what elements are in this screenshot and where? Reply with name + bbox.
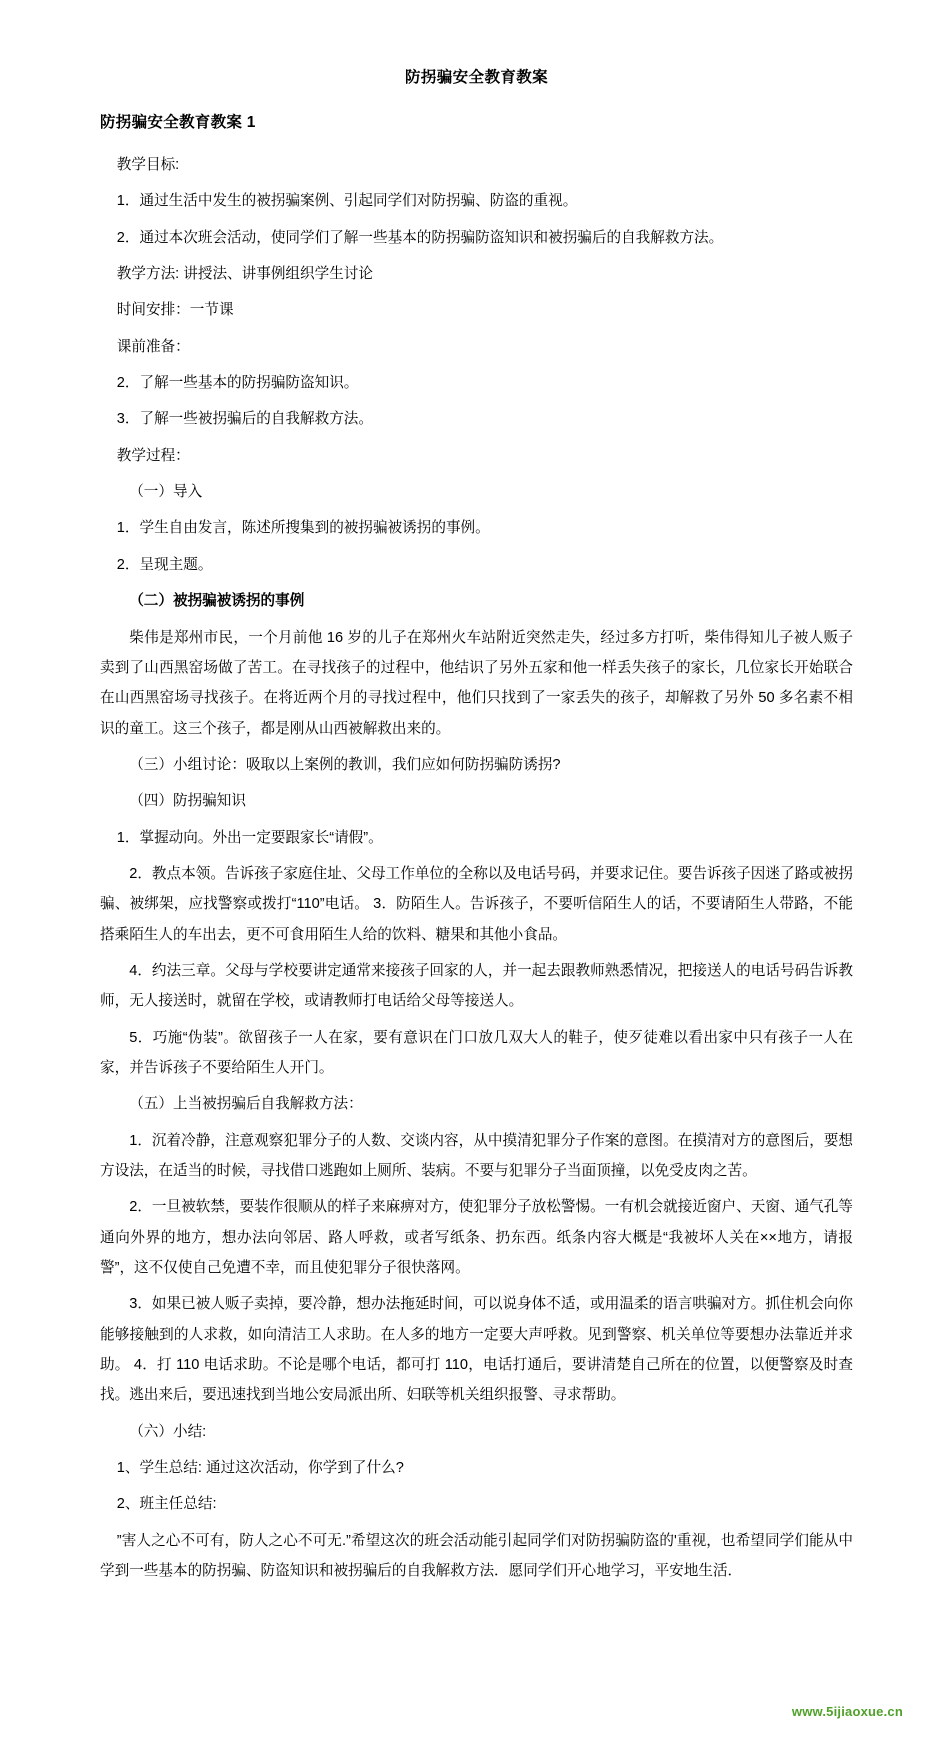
time-arrangement: 时间安排：一节课 xyxy=(116,302,234,319)
process-heading: 教学过程： xyxy=(116,447,190,464)
document-body xyxy=(100,150,853,1586)
section-2-heading: （二）被拐骗被诱拐的事例 xyxy=(129,593,305,610)
section-6-item-1: 1、学生总结: 通过这次活动，你学到了什么? xyxy=(116,1460,404,1477)
section-5-item-2: 2．一旦被软禁，要装作很顺从的样子来麻痹对方，使犯罪分子放松警惕。一有机会就接近窗户、天窗、通气孔等通向外界的地方，想办法向邻居、路人呼救，或者写纸条、扔东西。纸条内容大概是“我被坏人关在××地方，请报警”，这不仅使自己免遭不幸，而且使犯罪分子很快落网。 xyxy=(100,1199,853,1277)
section-4-item-5: 5．巧施“伪装”。欲留孩子一人在家，要有意识在门口放几双大人的鞋子，使歹徒难以看出家中只有孩子一人在家，并告诉孩子不要给陌生人开门。 xyxy=(100,1029,853,1076)
lesson-plan-heading: 防拐骗安全教育教案 1 xyxy=(100,114,256,132)
section-5-item-3: 3．如果已被人贩子卖掉，要冷静，想办法拖延时间，可以说身体不适，或用温柔的语言哄骗对方。抓住机会向你能够接触到的人求救，如向清洁工人求助。在人多的地方一定要大声呼救。见到警察、机关单位等要想办法靠近并求助。 4．打 110 电话求助。不论是哪个电话，都可打 110，电话打通后，要讲清楚自己所在的位置，以便警察及时查找。逃出来后，要迅速找到当地公安局派出所、妇联等机关组织报警、寻求帮助。 xyxy=(100,1296,853,1404)
section-1-item-1: 1．学生自由发言，陈述所搜集到的被拐骗被诱拐的事例。 xyxy=(116,520,490,537)
section-5-heading: （五）上当被拐骗后自我解救方法： xyxy=(129,1096,363,1113)
section-1-item-2: 2．呈现主题。 xyxy=(116,556,213,573)
section-4-heading: （四）防拐骗知识 xyxy=(129,793,246,810)
section-6-heading: （六）小结: xyxy=(129,1423,207,1440)
section-4-item-2: 2．教点本领。告诉孩子家庭住址、父母工作单位的全称以及电话号码，并要求记住。要告诉孩子因迷了路或被拐骗、被绑架，应找警察或拨打“110”电话。 3．防陌生人。告诉孩子，不要听信陌生人的话，不要请陌生人带路，不能搭乘陌生人的车出去，更不可食用陌生人给的饮料、糖果和其他小食品。 xyxy=(100,865,853,943)
section-6-closing-text: ”害人之心不可有，防人之心不可无.”希望这次的班会活动能引起同学们对防拐骗防盗的'重视，也希望同学们能从中学到一些基本的防拐骗、防盗知识和被拐骗后的自我解救方法．愿同学们开心地学习，平安地生活． xyxy=(100,1532,853,1580)
section-4-item-4: 4．约法三章。父母与学校要讲定通常来接孩子回家的人，并一起去跟教师熟悉情况，把接送人的电话号码告诉教师，无人接送时，就留在学校，或请教师打电话给父母等接送人。 xyxy=(100,962,853,1010)
section-4-item-1: 1．掌握动向。外出一定要跟家长“请假”。 xyxy=(116,829,383,846)
teaching-method: 教学方法: 讲授法、讲事例组织学生讨论 xyxy=(116,266,373,283)
section-2-case-story: 柴伟是郑州市民，一个月前他 16 岁的儿子在郑州火车站附近突然走失，经过多方打听，柴伟得知儿子被人贩子卖到了山西黑窑场做了苦工。在寻找孩子的过程中，他结识了另外五家和他一样丢失孩子的家长，几位家长开始联合在山西黑窑场寻找孩子。在将近两个月的寻找过程中，他们只找到了一家丢失的孩子，却解救了另外 50 多名素不相识的童工。这三个孩子，都是刚从山西被解救出来的。 xyxy=(100,629,853,737)
preparation-heading: 课前准备： xyxy=(116,338,190,355)
section-5-item-1: 1．沉着冷静，注意观察犯罪分子的人数、交谈内容，从中摸清犯罪分子作案的意图。在摸清对方的意图后，要想方设法，在适当的时候，寻找借口逃跑如上厕所、装病。不要与犯罪分子当面顶撞，以免受皮肉之苦。 xyxy=(100,1132,853,1180)
site-watermark: www.5ijiaoxue.cn xyxy=(791,1704,903,1719)
section-1-heading: （一）导入 xyxy=(129,484,203,501)
preparation-item-2: 2．了解一些基本的防拐骗防盗知识。 xyxy=(116,375,359,392)
preparation-item-3: 3．了解一些被拐骗后的自我解救方法。 xyxy=(116,411,373,428)
objective-item-2: 2．通过本次班会活动，使同学们了解一些基本的防拐骗防盗知识和被拐骗后的自我解救方法。 xyxy=(116,229,724,246)
section-3-heading: （三）小组讨论：吸取以上案例的教训，我们应如何防拐骗防诱拐? xyxy=(129,756,561,773)
section-6-item-2: 2、班主任总结: xyxy=(116,1496,217,1513)
objective-item-1: 1．通过生活中发生的被拐骗案例、引起同学们对防拐骗、防盗的重视。 xyxy=(116,193,578,210)
objectives-heading: 教学目标: xyxy=(116,157,180,174)
page-title: 防拐骗安全教育教案 xyxy=(404,69,549,86)
